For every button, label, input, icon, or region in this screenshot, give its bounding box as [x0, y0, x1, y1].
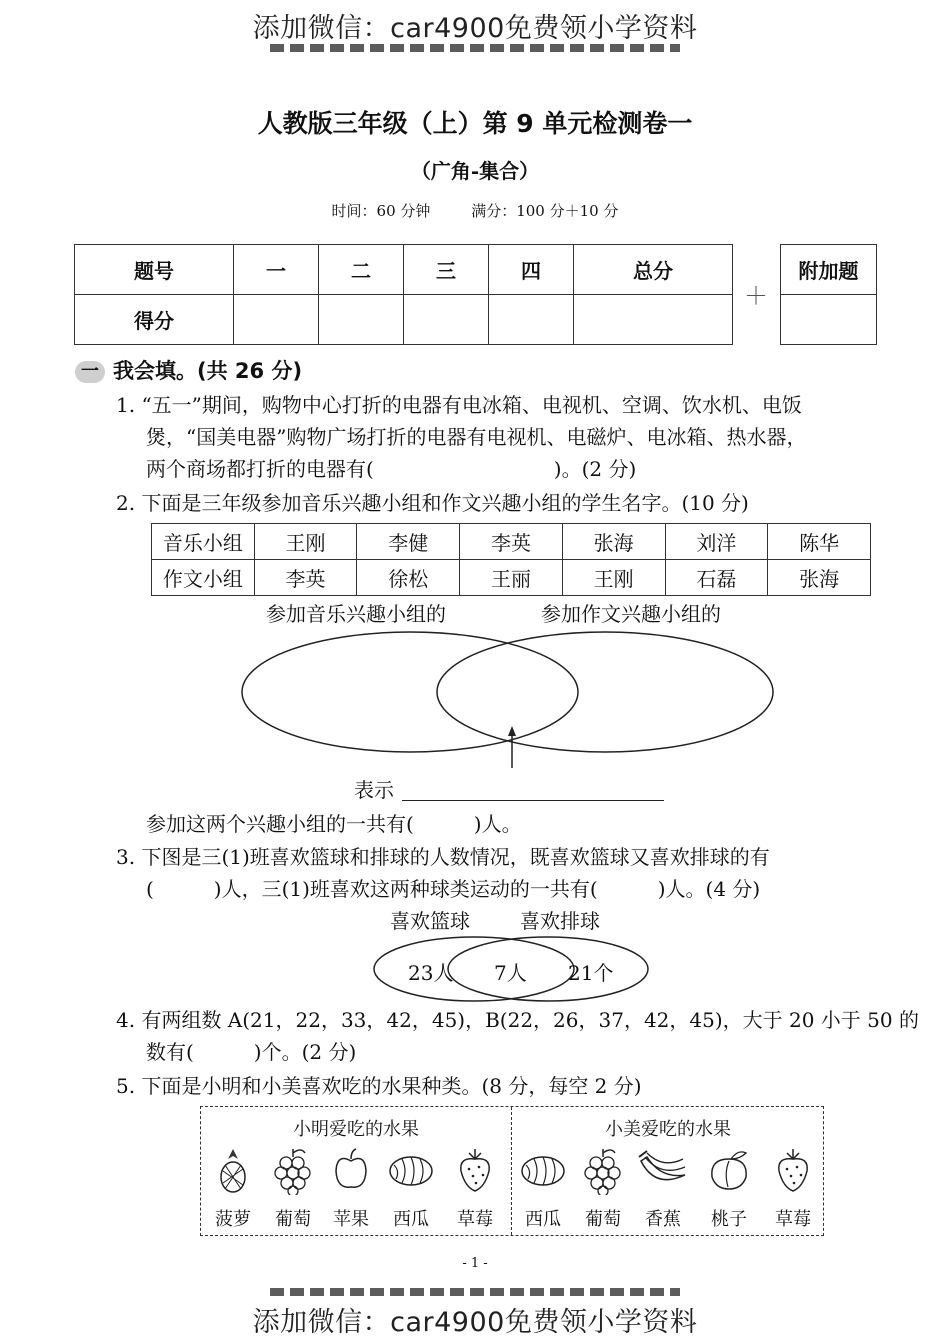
score-header-cell: 二 — [318, 245, 403, 295]
fruit-label: 草莓 — [775, 1209, 811, 1230]
fruit-label: 葡萄 — [275, 1209, 311, 1230]
time-limit: 时间：60 分钟 — [331, 202, 431, 220]
score-value-row — [75, 295, 733, 345]
fruit-item — [763, 1145, 823, 1231]
watermelon-icon — [386, 1145, 436, 1195]
grapes-icon — [271, 1145, 315, 1195]
score-cell[interactable] — [489, 295, 574, 345]
exam-info — [0, 200, 950, 221]
fruit-item — [513, 1145, 573, 1231]
section-badge: 一 — [75, 361, 105, 383]
score-header-cell: 四 — [489, 245, 574, 295]
clipped-text-fragment — [270, 1288, 680, 1296]
score-row-label: 得分 — [75, 295, 234, 345]
table-row — [152, 524, 871, 560]
fruit-label: 桃子 — [711, 1209, 747, 1230]
table-cell: 音乐小组 — [152, 524, 255, 560]
table-cell: 张海 — [562, 524, 665, 560]
indicate-label: 表示 — [354, 778, 394, 802]
score-header-cell: 一 — [233, 245, 318, 295]
score-header-cell: 三 — [403, 245, 488, 295]
basketball-only-count: 23人 — [408, 961, 454, 985]
extra-score-cell[interactable] — [781, 295, 877, 345]
peach-icon — [704, 1145, 754, 1195]
watermark-top: 添加微信：car4900免费领小学资料 — [252, 13, 698, 44]
venn-label-music: 参加音乐兴趣小组的 — [266, 602, 446, 626]
both-count: 7人 — [494, 961, 527, 985]
venn-volleyball-ellipse — [448, 937, 648, 1001]
venn-label-writing: 参加作文兴趣小组的 — [541, 602, 721, 626]
fruit-label: 西瓜 — [525, 1209, 561, 1230]
table-cell: 作文小组 — [152, 560, 255, 596]
plus-sign: ＋ — [744, 282, 768, 310]
score-header-row — [75, 245, 733, 295]
apple-icon — [329, 1145, 373, 1195]
names-table — [151, 523, 871, 596]
q3-line2: ( )人，三(1)班喜欢这两种球类运动的一共有( )人。(4 分) — [146, 877, 761, 901]
watermark-bottom: 添加微信：car4900免费领小学资料 — [252, 1307, 698, 1338]
score-header-cell: 总分 — [574, 245, 733, 295]
table-cell: 王丽 — [460, 560, 563, 596]
strawberry-icon — [453, 1145, 497, 1195]
clipped-text-fragment — [270, 44, 680, 52]
venn-writing-ellipse — [437, 632, 773, 752]
fruit-box-divider — [511, 1107, 512, 1235]
venn-music-ellipse — [242, 632, 578, 752]
fruit-item — [263, 1145, 323, 1231]
score-header-cell: 题号 — [75, 245, 234, 295]
fruit-item — [203, 1145, 263, 1231]
full-score: 满分：100 分＋10 分 — [471, 202, 619, 220]
section-heading — [75, 355, 302, 385]
venn-label-volleyball: 喜欢排球 — [520, 909, 600, 933]
fruit-item — [699, 1145, 759, 1231]
mei-fruit-title: 小美爱吃的水果 — [605, 1119, 731, 1140]
q1-line2: 煲，“国美电器”购物广场打折的电器有电视机、电磁炉、电冰箱、热水器， — [146, 425, 807, 449]
venn-diagram-groups — [240, 630, 785, 805]
table-cell: 张海 — [768, 560, 871, 596]
score-cell[interactable] — [574, 295, 733, 345]
table-cell: 李英 — [254, 560, 357, 596]
section-title: 我会填。(共 26 分) — [113, 359, 303, 383]
mei-fruit-panel — [513, 1107, 823, 1235]
table-cell: 李英 — [460, 524, 563, 560]
fruit-label: 菠萝 — [215, 1209, 251, 1230]
strawberry-icon — [771, 1145, 815, 1195]
table-cell: 陈华 — [768, 524, 871, 560]
fruit-label: 苹果 — [333, 1209, 369, 1230]
score-cell[interactable] — [233, 295, 318, 345]
ming-fruit-title: 小明爱吃的水果 — [293, 1119, 419, 1140]
fruit-label: 草莓 — [457, 1209, 493, 1230]
indicate-answer-line[interactable] — [402, 800, 664, 801]
table-cell: 李健 — [357, 524, 460, 560]
extra-score-table — [780, 244, 877, 345]
table-cell: 刘洋 — [665, 524, 768, 560]
banana-icon — [635, 1145, 691, 1195]
fruit-item — [381, 1145, 441, 1231]
q4-line2: 数有( )个。(2 分) — [146, 1040, 357, 1064]
table-cell: 徐松 — [357, 560, 460, 596]
fruit-item — [573, 1145, 633, 1231]
fruit-item — [633, 1145, 693, 1231]
ming-fruit-panel — [201, 1107, 511, 1235]
score-table — [74, 244, 733, 345]
q4-line1: 4. 有两组数 A(21，22，33，42，45)，B(22，26，37，42，45)，大于 20 小于 50 的 — [116, 1008, 919, 1032]
table-cell: 王刚 — [562, 560, 665, 596]
q2-text: 2. 下面是三年级参加音乐兴趣小组和作文兴趣小组的学生名字。(10 分) — [116, 491, 749, 515]
fruit-item — [445, 1145, 505, 1231]
arrow-head-icon — [508, 726, 516, 736]
table-cell: 石磊 — [665, 560, 768, 596]
q1-line1: 1. “五一”期间，购物中心打折的电器有电冰箱、电视机、空调、饮水机、电饭 — [116, 393, 802, 417]
fruit-box — [200, 1106, 824, 1236]
extra-header: 附加题 — [781, 245, 877, 295]
table-cell: 王刚 — [254, 524, 357, 560]
table-row — [152, 560, 871, 596]
volleyball-only-count: 21个 — [568, 961, 614, 985]
fruit-label: 西瓜 — [393, 1209, 429, 1230]
q5-text: 5. 下面是小明和小美喜欢吃的水果种类。(8 分，每空 2 分) — [116, 1074, 642, 1098]
watermelon-icon — [518, 1145, 568, 1195]
page-number: - 1 - — [462, 1256, 488, 1271]
page-subtitle: （广角-集合） — [410, 159, 540, 183]
venn-label-basketball: 喜欢篮球 — [390, 909, 470, 933]
fruit-label: 香蕉 — [645, 1209, 681, 1230]
q1-line3: 两个商场都打折的电器有( )。(2 分) — [146, 457, 637, 481]
score-cell[interactable] — [403, 295, 488, 345]
score-cell[interactable] — [318, 295, 403, 345]
fruit-label: 葡萄 — [585, 1209, 621, 1230]
page-title: 人教版三年级（上）第 9 单元检测卷一 — [257, 109, 693, 138]
grapes-icon — [581, 1145, 625, 1195]
venn-basketball-ellipse — [374, 937, 574, 1001]
pineapple-icon — [211, 1145, 255, 1195]
fruit-item — [321, 1145, 381, 1231]
q2-total: 参加这两个兴趣小组的一共有( )人。 — [146, 812, 522, 836]
q3-line1: 3. 下图是三(1)班喜欢篮球和排球的人数情况，既喜欢篮球又喜欢排球的有 — [116, 845, 770, 869]
